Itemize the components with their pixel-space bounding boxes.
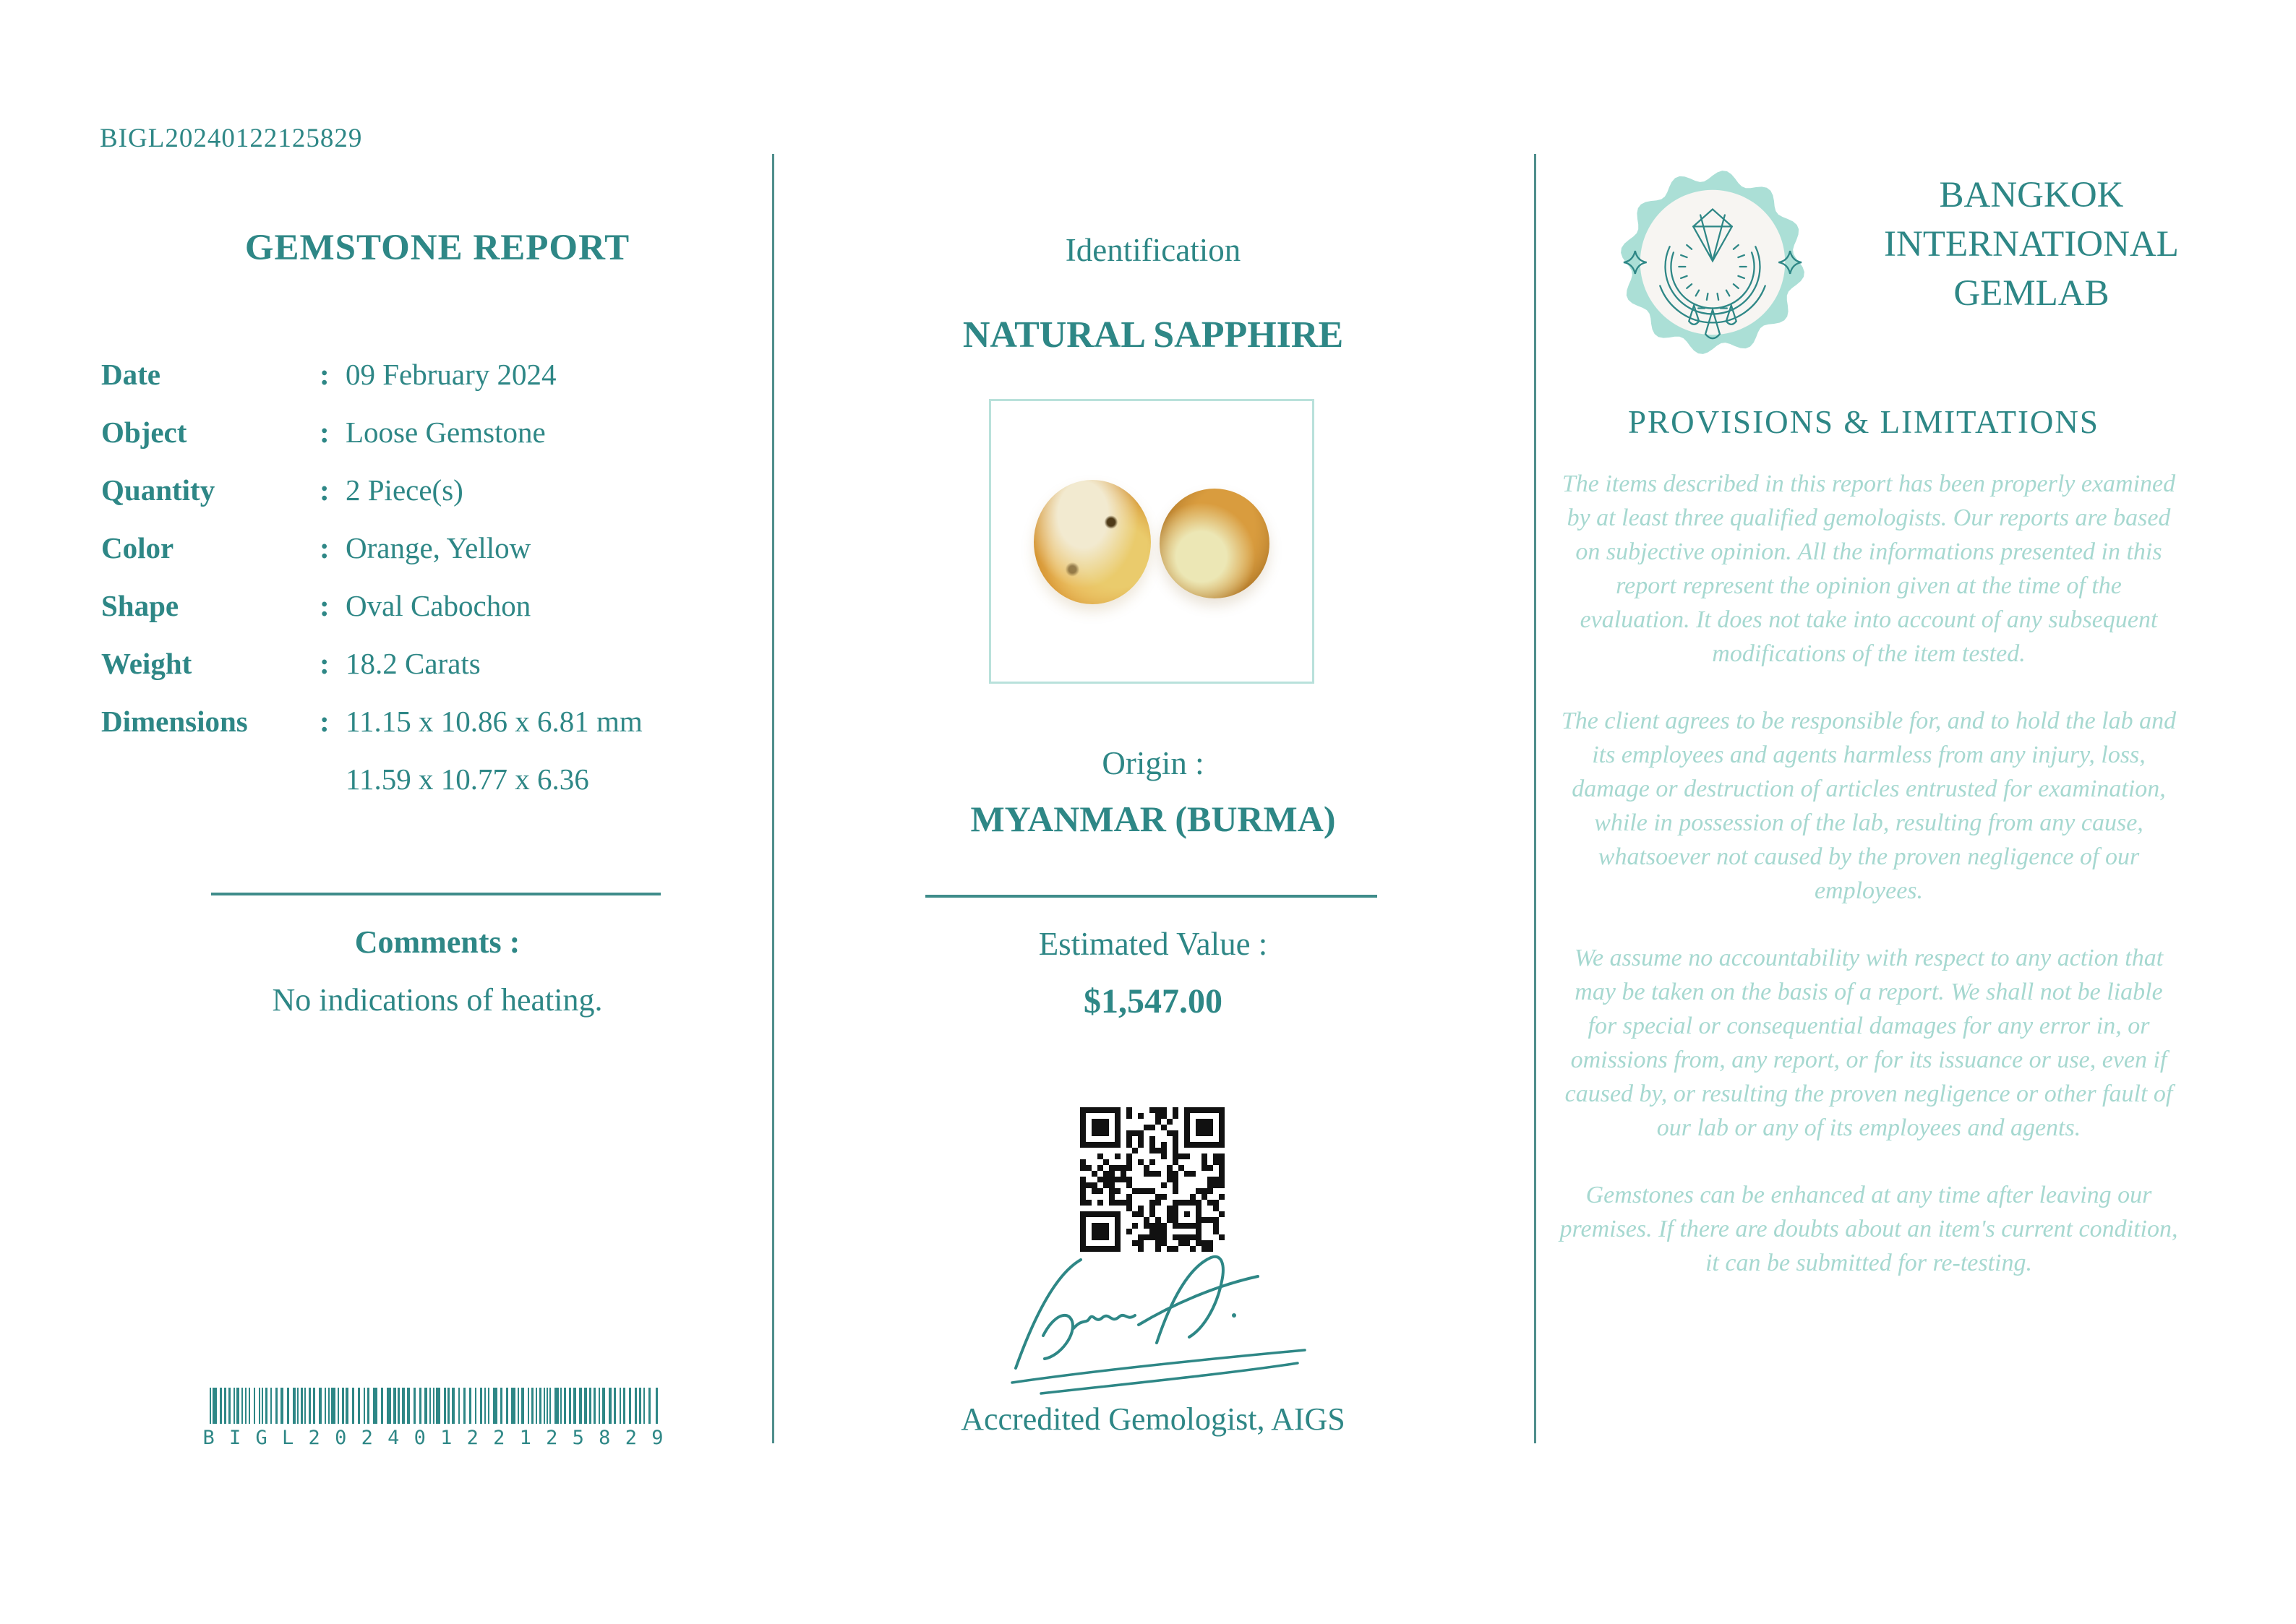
comments-divider-line [211, 893, 661, 895]
barcode-bar [500, 1388, 502, 1424]
barcode-bar [528, 1388, 529, 1424]
barcode-bar [463, 1388, 466, 1424]
barcode-bar [210, 1388, 211, 1424]
barcode-bar [547, 1388, 548, 1424]
barcode-bar [536, 1388, 537, 1424]
barcode-bar [579, 1388, 582, 1424]
column-divider-left [772, 154, 774, 1443]
barcode-bar [564, 1388, 566, 1424]
barcode-bar [656, 1388, 658, 1424]
origin-value: MYANMAR (BURMA) [970, 799, 1336, 839]
lab-name-line-1: BANGKOK [1939, 175, 2124, 215]
identification-result: NATURAL SAPPHIRE [962, 314, 1344, 356]
barcode-bar [346, 1388, 348, 1424]
barcode-bar [614, 1388, 616, 1424]
barcode-bar [309, 1388, 311, 1424]
barcode-bar [620, 1388, 621, 1424]
qr-code [1080, 1107, 1225, 1252]
barcode-bar [293, 1388, 296, 1424]
barcode-bar [338, 1388, 339, 1424]
barcode-bar [521, 1388, 524, 1424]
barcode-bar [573, 1388, 576, 1424]
field-row-weight [101, 635, 752, 692]
field-value: 09 February 2024 [346, 358, 557, 391]
provision-paragraph-1: The items described in this report has been properly examined by at least three qualified gemologists. Our reports are based on subjective opinion. All the informations presented in this report represent the opinion given at the time of the evaluation. It does not take into account of any subsequent modifications of the item tested. [1562, 471, 2176, 667]
barcode-bar [407, 1388, 410, 1424]
field-colon: : [320, 705, 330, 738]
provision-paragraph-2: The client agrees to be responsible for, and to hold the lab and its employees and agents harmless from any injury, loss, damage or destruction of articles entrusted for examination, while in possession of the lab, resulting from any cause, whatsoever not caused by the proven negligence of our employees. [1561, 708, 2177, 904]
barcode-bar [639, 1388, 641, 1424]
barcode-bar [447, 1388, 450, 1424]
barcode-bar [569, 1388, 571, 1424]
barcode-bar [539, 1388, 541, 1424]
barcode-bar [475, 1388, 476, 1424]
signature [969, 1249, 1337, 1404]
barcode-bar [635, 1388, 637, 1424]
barcode-bar [444, 1388, 446, 1424]
barcode-bar [236, 1388, 239, 1424]
column-divider-right [1534, 154, 1536, 1443]
barcode-bar [358, 1388, 360, 1424]
barcode-bar [270, 1388, 272, 1424]
lab-name-line-3: GEMLAB [1953, 273, 2109, 314]
barcode-bar [623, 1388, 625, 1424]
field-value: Oval Cabochon [346, 589, 531, 622]
barcode-bar [414, 1388, 416, 1424]
signature-icon [969, 1249, 1337, 1404]
barcode-bar [387, 1388, 391, 1424]
field-colon: : [320, 589, 330, 622]
barcode-bar [436, 1388, 440, 1424]
report-title: GEMSTONE REPORT [244, 228, 630, 268]
barcode-bar [319, 1388, 322, 1424]
field-label: Object [101, 416, 187, 449]
barcode-bar [287, 1388, 289, 1424]
barcode-bar [301, 1388, 303, 1424]
barcode-bar [313, 1388, 315, 1424]
barcode-bar [518, 1388, 519, 1424]
barcode-bar [220, 1388, 222, 1424]
lab-logo [1619, 169, 1806, 356]
field-colon: : [320, 531, 330, 564]
provision-paragraph-4: Gemstones can be enhanced at any time after leaving our premises. If there are doubts about an item's current condition, it can be submitted for re-testing. [1559, 1182, 2178, 1276]
barcode-bar [249, 1388, 250, 1424]
barcode-bar [643, 1388, 645, 1424]
barcode-bar [367, 1388, 369, 1424]
report-fields [101, 345, 752, 808]
field-value: 2 Piece(s) [346, 473, 463, 507]
barcode-bar [488, 1388, 489, 1424]
barcode-bar [452, 1388, 455, 1424]
field-label: Date [101, 358, 160, 391]
field-value: Orange, Yellow [346, 531, 531, 564]
lab-name [1829, 171, 2234, 318]
field-label: Shape [101, 589, 179, 622]
qr-code-icon [1080, 1107, 1225, 1252]
field-row-date [101, 345, 752, 403]
field-label: Color [101, 531, 174, 564]
barcode-bar [352, 1388, 354, 1424]
barcode-bar [331, 1388, 335, 1424]
estimated-value-label: Estimated Value : [1038, 926, 1268, 962]
barcode-bar [589, 1388, 591, 1424]
field-row-quantity [101, 461, 752, 519]
barcode-bar [629, 1388, 631, 1424]
barcode-bar [402, 1388, 405, 1424]
barcode-bar [511, 1388, 515, 1424]
lab-logo-icon [1619, 169, 1806, 356]
barcode-bar [342, 1388, 344, 1424]
comments-text: No indications of heating. [272, 982, 603, 1018]
field-colon: : [320, 647, 330, 680]
field-row-dimensions [101, 692, 752, 750]
barcode-bar [602, 1388, 605, 1424]
barcode-bar [224, 1388, 226, 1424]
barcode-bar [262, 1388, 263, 1424]
field-row-color [101, 519, 752, 577]
field-value: 11.59 x 10.77 x 6.36 [346, 762, 589, 796]
barcode-bar [419, 1388, 421, 1424]
field-label: Quantity [101, 473, 215, 507]
barcode-bar [469, 1388, 471, 1424]
field-value: 11.15 x 10.86 x 6.81 mm [346, 705, 643, 738]
barcode-text: B I G L 2 0 2 4 0 1 2 2 1 2 5 8 2 9 [202, 1427, 665, 1449]
provision-paragraph-3: We assume no accountability with respect to any action that may be taken on the basis of a report. We shall not be liable for special or consequential damages for any error in, or omissions from, any report, or for its issuance or use, even if caused by, or resulting the proven negligence or other fault of our lab or any of its employees and agents. [1564, 945, 2173, 1141]
barcode-bar [398, 1388, 400, 1424]
barcode-bar [393, 1388, 396, 1424]
barcode-bar [325, 1388, 326, 1424]
barcode-bar [458, 1388, 460, 1424]
barcode-bar [609, 1388, 612, 1424]
barcode-bar [484, 1388, 486, 1424]
field-value: 18.2 Carats [346, 647, 481, 680]
field-row-object [101, 403, 752, 461]
provisions-heading: PROVISIONS & LIMITATIONS [1628, 404, 2099, 440]
barcode-bar [506, 1388, 508, 1424]
barcode-bar [259, 1388, 260, 1424]
barcode-bar [584, 1388, 587, 1424]
field-label: Weight [101, 647, 192, 680]
barcode-bar [280, 1388, 283, 1424]
signatory-title: Accredited Gemologist, AIGS [961, 1401, 1345, 1437]
field-colon: : [320, 416, 330, 449]
barcode [210, 1388, 658, 1424]
report-number: BIGL20240122125829 [100, 124, 363, 153]
barcode-bar [373, 1388, 377, 1424]
barcode-bar [364, 1388, 365, 1424]
barcode-bar [234, 1388, 235, 1424]
field-value: Loose Gemstone [346, 416, 546, 449]
barcode-bar [560, 1388, 562, 1424]
field-colon: : [320, 473, 330, 507]
identification-heading: Identification [1065, 232, 1241, 268]
field-row-dimensions-continued [101, 750, 752, 808]
barcode-bar [433, 1388, 434, 1424]
barcode-bar [549, 1388, 551, 1424]
barcode-bar [493, 1388, 497, 1424]
barcode-bar [297, 1388, 299, 1424]
estimated-value-amount: $1,547.00 [1084, 982, 1222, 1021]
barcode-bar [241, 1388, 243, 1424]
barcode-bar [424, 1388, 427, 1424]
barcode-bar [304, 1388, 306, 1424]
barcode-bar [429, 1388, 431, 1424]
barcode-bar [265, 1388, 267, 1424]
barcode-bar [544, 1388, 545, 1424]
field-row-shape [101, 577, 752, 635]
barcode-bar [554, 1388, 559, 1424]
barcode-bar [594, 1388, 596, 1424]
lab-name-line-2: INTERNATIONAL [1884, 224, 2179, 265]
barcode-bar [275, 1388, 278, 1424]
comments-label: Comments : [354, 924, 521, 960]
barcode-bar [328, 1388, 330, 1424]
origin-label: Origin : [1102, 745, 1204, 781]
field-colon: : [320, 358, 330, 391]
barcode-bar [213, 1388, 217, 1424]
field-label: Dimensions [101, 705, 248, 738]
barcode-bar [228, 1388, 231, 1424]
barcode-bar [531, 1388, 534, 1424]
barcode-bar [648, 1388, 651, 1424]
barcode-bar [245, 1388, 247, 1424]
gemstone-photo-right [1160, 489, 1269, 598]
value-divider-line [925, 895, 1377, 898]
gemstone-photo-left [1034, 480, 1151, 604]
barcode-bar [599, 1388, 600, 1424]
barcode-bar [254, 1388, 255, 1424]
barcode-bar [480, 1388, 482, 1424]
barcode-bar [381, 1388, 383, 1424]
provisions-paragraphs [1558, 467, 2180, 1313]
